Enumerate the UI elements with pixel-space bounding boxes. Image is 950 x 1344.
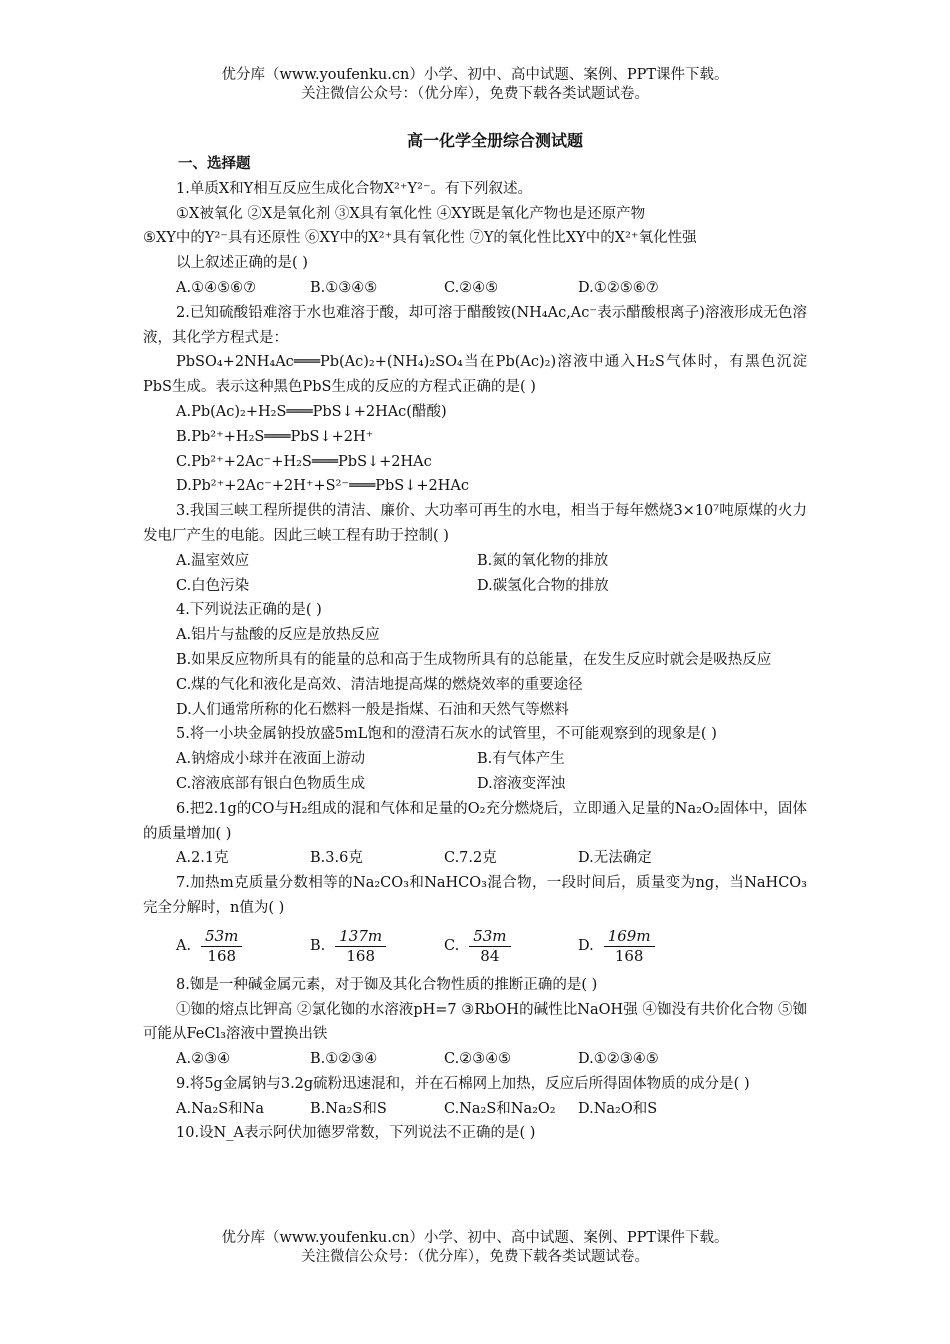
option-label: C. — [444, 938, 460, 955]
question-8-stem: 8.铷是一种碱金属元素，对于铷及其化合物性质的推断正确的是( ) — [176, 976, 598, 993]
option-b: B.如果反应物所具有的能量的总和高于生成物所具有的总能量，在发生反应时就会是吸热反应 — [176, 651, 772, 668]
option-c: C.Na₂S和Na₂O₂ — [444, 1100, 556, 1117]
option-d: D.人们通常所称的化石燃料一般是指煤、石油和天然气等燃料 — [176, 701, 569, 718]
page-footer — [0, 1229, 950, 1267]
numerator: 53m — [201, 927, 242, 947]
option-c: C.②③④⑤ — [444, 1051, 512, 1068]
option-d: D.溶液变浑浊 — [477, 775, 566, 792]
denominator: 168 — [207, 947, 237, 966]
question-5-options-row1 — [143, 747, 807, 772]
question-1-stem: 1.单质X和Y相互反应生成化合物X²⁺Y²⁻。有下列叙述。 — [176, 180, 533, 197]
page-header — [0, 66, 950, 104]
question-1-items-line1: ①X被氧化 ②X是氧化剂 ③X具有氧化性 ④XY既是氧化产物也是还原产物 — [176, 205, 646, 222]
option-a: A.铝片与盐酸的反应是放热反应 — [176, 627, 380, 644]
option-c: C.②④⑤ — [444, 279, 499, 296]
header-line-2: 关注微信公众号：（优分库），免费下载各类试题试卷。 — [301, 86, 649, 102]
exam-content — [143, 152, 807, 1146]
option-b: B.①②③④ — [310, 1051, 378, 1068]
question-3-stem: 3.我国三峡工程所提供的清洁、廉价、大功率可再生的水电，相当于每年燃烧3×10⁷吨原煤的火力发电厂产生的电能。因此三峡工程有助于控制( ) — [143, 503, 807, 544]
option-c: C.溶液底部有银白色物质生成 — [176, 775, 366, 792]
question-8-options — [143, 1047, 807, 1072]
option-c: C.白色污染 — [176, 577, 250, 594]
question-4-stem: 4.下列说法正确的是( ) — [176, 602, 322, 619]
question-1-options — [143, 276, 807, 301]
footer-line-2: 关注微信公众号：（优分库），免费下载各类试题试卷。 — [301, 1249, 649, 1265]
option-b — [310, 927, 444, 966]
option-d: D.Na₂O和S — [578, 1100, 658, 1117]
numerator: 137m — [335, 927, 386, 947]
option-c: C.Pb²⁺+2Ac⁻+H₂S═══PbS↓+2HAc — [176, 453, 432, 470]
header-line-1: 优分库（www.youfenku.cn）小学、初中、高中试题、案例、PPT课件下载。 — [221, 67, 729, 83]
option-c — [444, 927, 578, 966]
option-a — [176, 927, 310, 966]
fraction — [335, 927, 386, 966]
option-b: B.Na₂S和S — [310, 1100, 387, 1117]
section-heading: 一、选择题 — [178, 155, 251, 172]
question-10-stem: 10.设N_A表示阿伏加德罗常数，下列说法不正确的是( ) — [176, 1125, 536, 1142]
option-a: A.Pb(Ac)₂+H₂S═══PbS↓+2HAc(醋酸) — [176, 403, 447, 420]
option-a: A.2.1克 — [176, 850, 229, 867]
question-5-options-row2 — [143, 772, 807, 797]
question-3-options-row1 — [143, 549, 807, 574]
option-b: B.有气体产生 — [477, 751, 565, 768]
option-b: B.①③④⑤ — [310, 279, 378, 296]
option-d: D.①②③④⑤ — [578, 1051, 659, 1068]
option-label: D. — [578, 938, 594, 955]
option-a: A.温室效应 — [176, 552, 250, 569]
fraction — [469, 927, 510, 966]
option-d — [578, 927, 712, 966]
option-b: B.氮的氧化物的排放 — [477, 552, 609, 569]
option-b: B.3.6克 — [310, 850, 363, 867]
fraction — [201, 927, 242, 966]
numerator: 53m — [469, 927, 510, 947]
question-6-options — [143, 846, 807, 871]
option-d: D.碳氢化合物的排放 — [477, 577, 609, 594]
question-9-options — [143, 1097, 807, 1122]
question-3-options-row2 — [143, 574, 807, 599]
fraction — [604, 927, 655, 966]
option-a: A.①④⑤⑥⑦ — [176, 279, 257, 296]
option-d: D.无法确定 — [578, 850, 652, 867]
option-label: B. — [310, 938, 326, 955]
question-1-ask: 以上叙述正确的是( ) — [176, 255, 308, 272]
denominator: 84 — [480, 947, 500, 966]
option-d: D.Pb²⁺+2Ac⁻+2H⁺+S²⁻═══PbS↓+2HAc — [176, 478, 469, 495]
denominator: 168 — [346, 947, 376, 966]
question-7-options — [143, 921, 807, 973]
question-7-stem: 7.加热m克质量分数相等的Na₂CO₃和NaHCO₃混合物，一段时间后，质量变为ng，当NaHCO₃完全分解时，n值为( ) — [143, 875, 807, 916]
option-label: A. — [176, 938, 192, 955]
numerator: 169m — [604, 927, 655, 947]
question-2-equation: PbSO₄+2NH₄Ac═══Pb(Ac)₂+(NH₄)₂SO₄当在Pb(Ac)₂)溶液中通入H₂S气体时，有黑色沉淀PbS生成。表示这种黑色PbS生成的反应的方程式正确的是( ) — [143, 354, 807, 396]
option-c: C.7.2克 — [444, 850, 497, 867]
option-b: B.Pb²⁺+H₂S═══PbS↓+2H⁺ — [176, 428, 374, 445]
footer-line-1: 优分库（www.youfenku.cn）小学、初中、高中试题、案例、PPT课件下载。 — [221, 1230, 729, 1246]
denominator: 168 — [614, 947, 644, 966]
option-a: A.钠熔成小球并在液面上游动 — [176, 751, 366, 768]
option-a: A.②③④ — [176, 1051, 231, 1068]
page-title: 高一化学全册综合测试题 — [406, 131, 583, 150]
question-8-items: ①铷的熔点比钾高 ②氯化铷的水溶液pH=7 ③RbOH的碱性比NaOH强 ④铷没有共价化合物 ⑤铷可能从FeCl₃溶液中置换出铁 — [143, 1001, 807, 1043]
question-9-stem: 9.将5g金属钠与3.2g硫粉迅速混和，并在石棉网上加热，反应后所得固体物质的成分是( ) — [176, 1075, 750, 1092]
option-a: A.Na₂S和Na — [176, 1100, 264, 1117]
question-2-stem: 2.已知硫酸铅难溶于水也难溶于酸，却可溶于醋酸铵(NH₄Ac,Ac⁻表示醋酸根离子)溶液形成无色溶液，其化学方程式是： — [143, 304, 807, 346]
option-c: C.煤的气化和液化是高效、清洁地提高煤的燃烧效率的重要途径 — [176, 676, 583, 693]
option-d: D.①②⑤⑥⑦ — [578, 279, 659, 296]
question-6-stem: 6.把2.1g的CO与H₂组成的混和气体和足量的O₂充分燃烧后，立即通入足量的Na₂O₂固体中，固体的质量增加( ) — [143, 800, 807, 842]
question-1-items-line2: ⑤XY中的Y²⁻具有还原性 ⑥XY中的X²⁺具有氧化性 ⑦Y的氧化性比XY中的X²⁺氧化性强 — [143, 230, 697, 247]
question-5-stem: 5.将一小块金属钠投放盛5mL饱和的澄清石灰水的试管里，不可能观察到的现象是( ) — [176, 726, 717, 743]
